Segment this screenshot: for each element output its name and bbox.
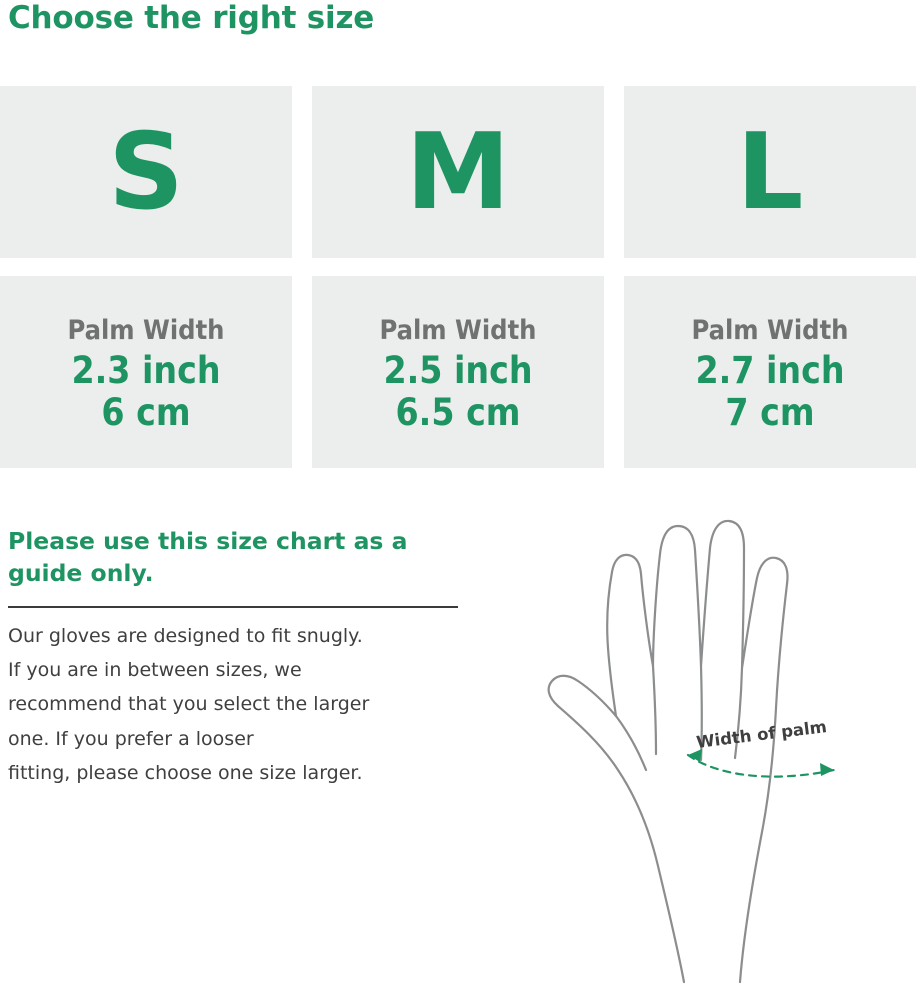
size-letter-card [624, 86, 916, 258]
note-line: Our gloves are designed to fit snugly. [8, 624, 363, 647]
open-hand-outline-icon [488, 470, 916, 987]
size-column-medium [312, 86, 604, 468]
measure-value-inch: 2.7 inch [695, 348, 845, 392]
guide-note-block [8, 525, 478, 795]
size-letter: L [736, 110, 804, 233]
size-letter: M [405, 110, 511, 233]
palm-width-caption: Width of palm [695, 717, 828, 752]
size-info-card [624, 276, 916, 468]
measure-value-inch: 2.5 inch [383, 348, 533, 392]
size-column-large [624, 86, 916, 468]
guide-note-body [8, 624, 478, 786]
measure-value-cm: 7 cm [725, 390, 815, 434]
double-arrow-dashed-icon [688, 749, 834, 777]
size-letter-card [312, 86, 604, 258]
size-letter-card [0, 86, 292, 258]
size-info-card [0, 276, 292, 468]
size-info-card [312, 276, 604, 468]
size-column-small [0, 86, 292, 468]
measure-value-inch: 2.3 inch [71, 348, 221, 392]
note-line: one. If you prefer a looser [8, 727, 254, 750]
measure-label: Palm Width [67, 314, 225, 346]
page-title: Choose the right size [8, 0, 375, 36]
measure-value-cm: 6.5 cm [395, 390, 521, 434]
measure-label: Palm Width [379, 314, 537, 346]
size-letter: S [108, 110, 184, 233]
divider [8, 606, 458, 608]
note-line: If you are in between sizes, we [8, 659, 302, 682]
guide-note-heading: Please use this size chart as a guide only. [8, 527, 408, 588]
note-line: fitting, please choose one size larger. [8, 762, 363, 785]
size-cards-grid [0, 86, 916, 468]
hand-illustration [488, 470, 916, 987]
note-line: recommend that you select the larger [8, 693, 370, 716]
measure-value-cm: 6 cm [101, 390, 191, 434]
measure-label: Palm Width [691, 314, 849, 346]
